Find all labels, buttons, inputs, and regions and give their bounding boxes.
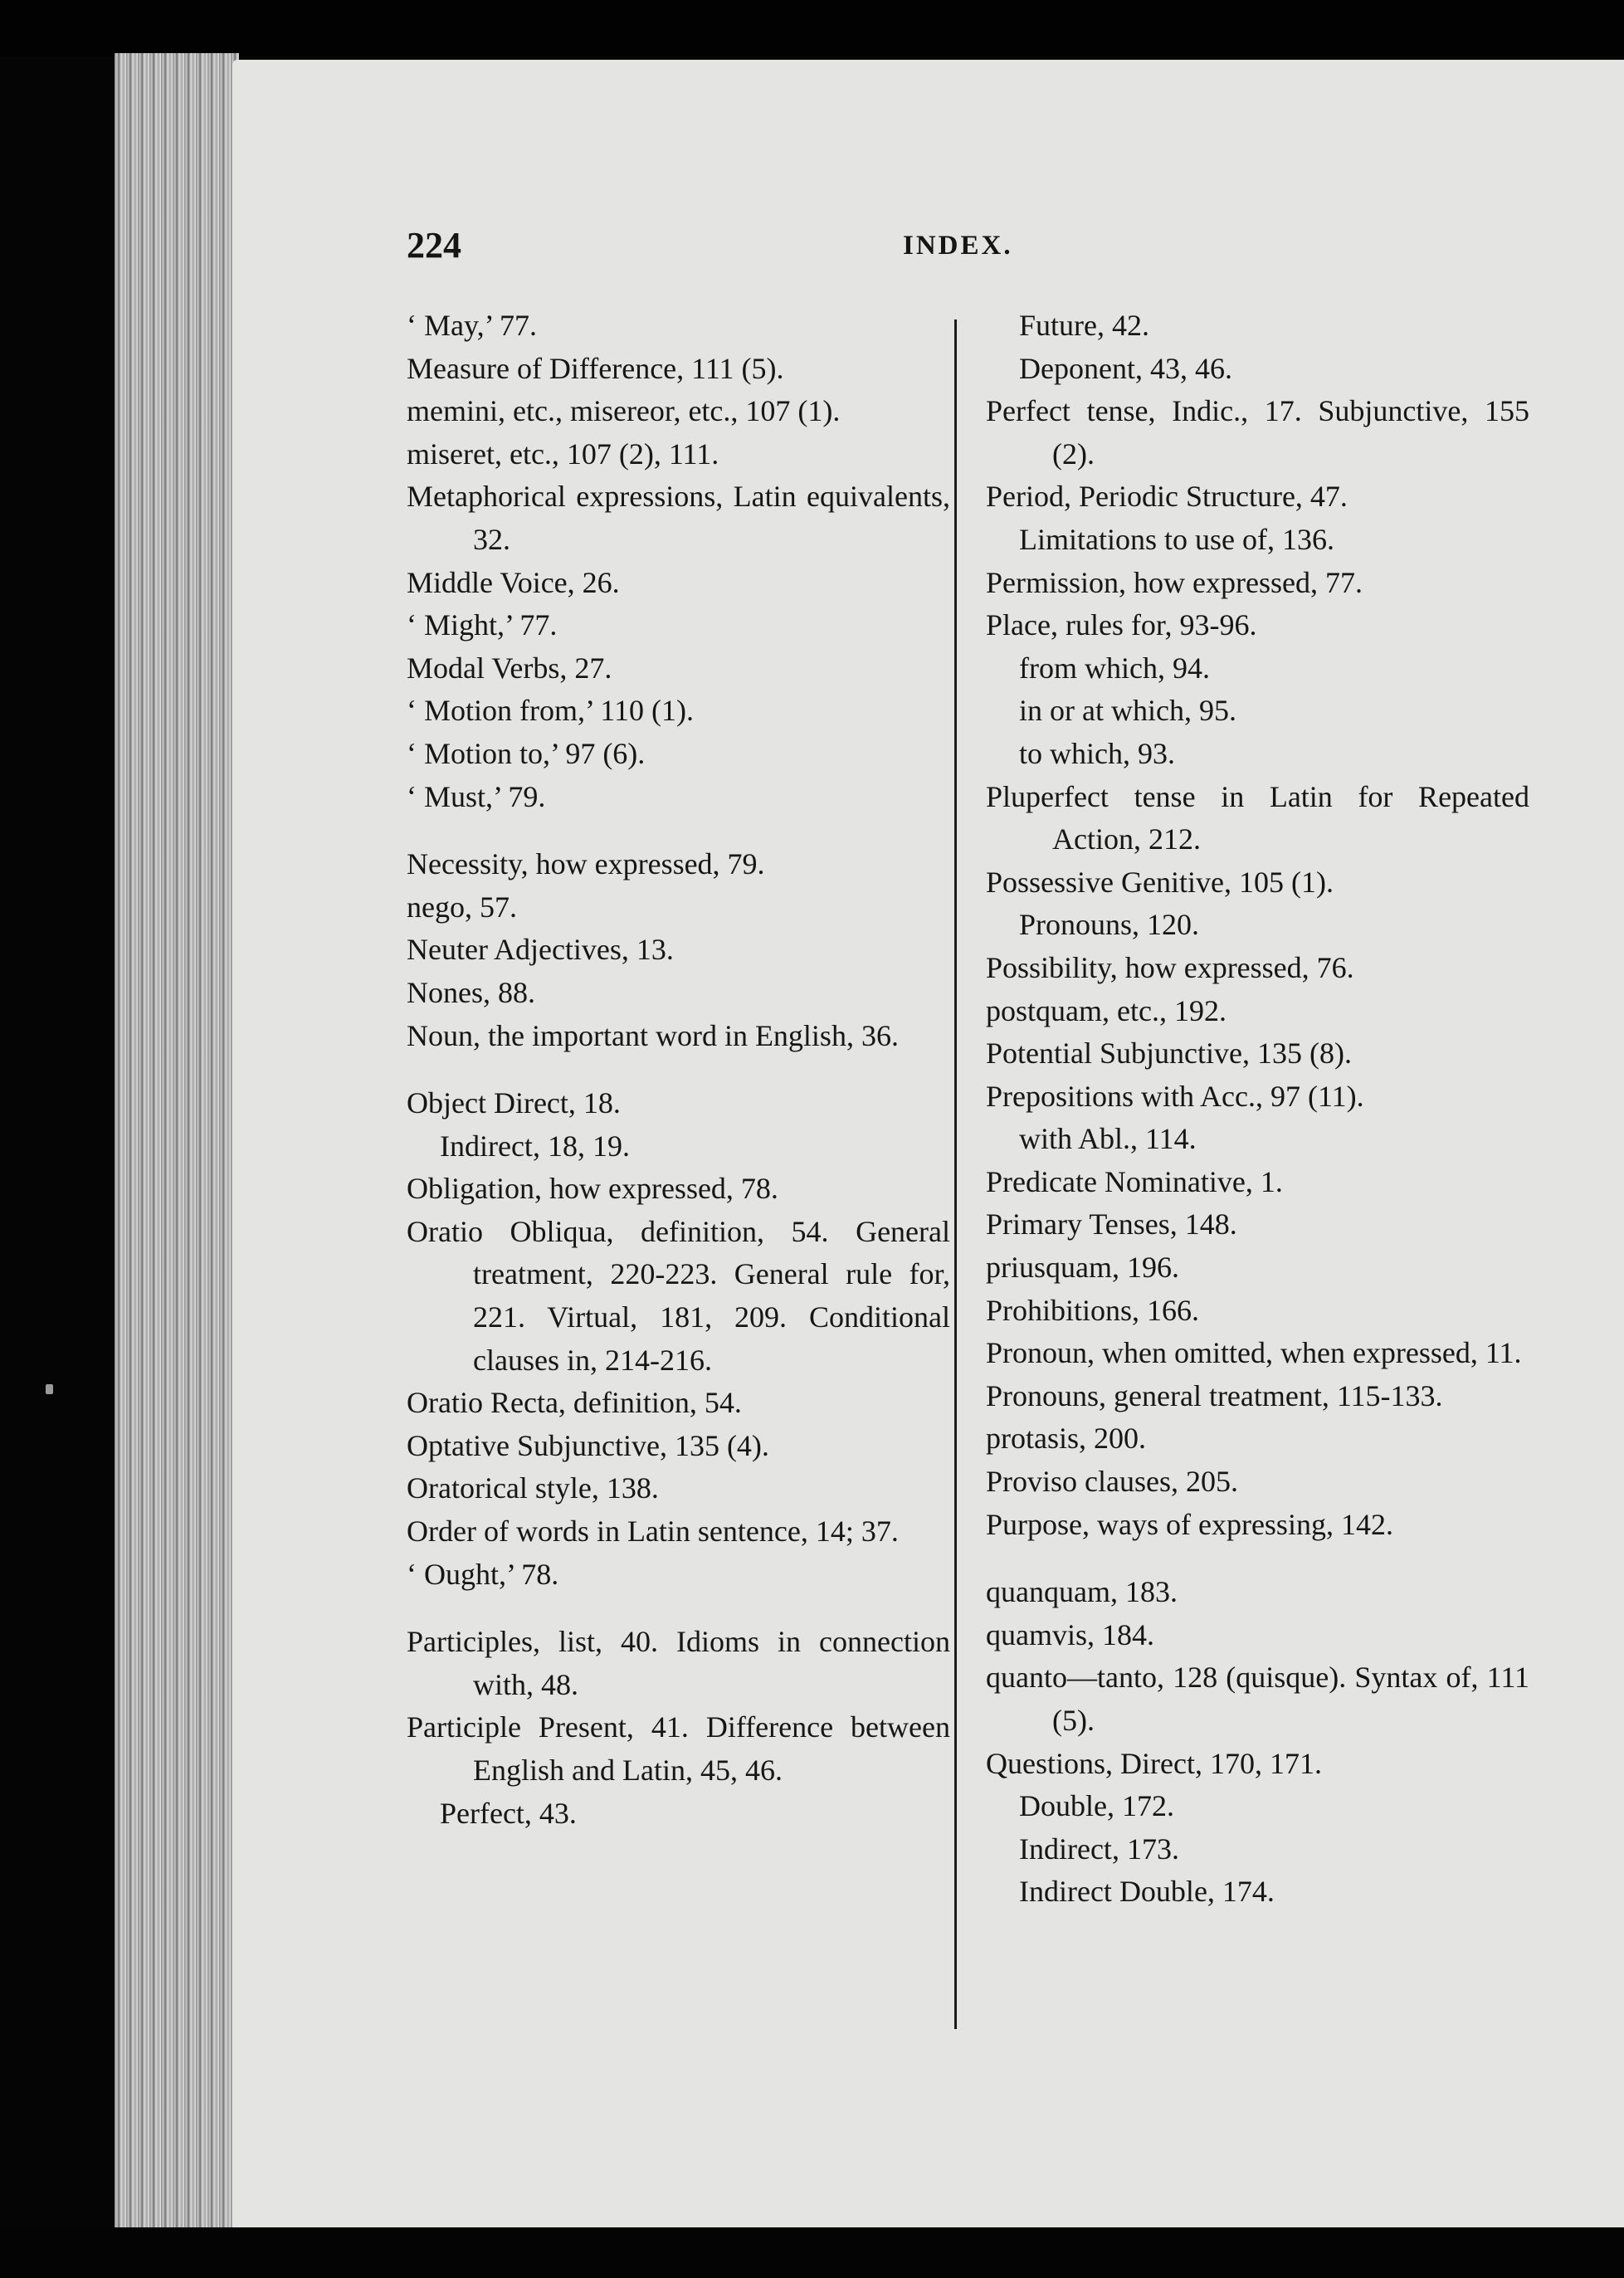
index-entry: Participles, list, 40. Idioms in connection with, 48. xyxy=(407,1625,950,1701)
index-entry: ‘ Ought,’ 78. xyxy=(407,1557,559,1591)
index-entry: ‘ Motion to,’ 97 (6). xyxy=(407,736,646,770)
index-entry: quamvis, 184. xyxy=(986,1617,1154,1651)
index-entry: Metaphorical expressions, Latin equivalents, 32. xyxy=(407,480,950,556)
index-subentry: Future, 42. xyxy=(1019,309,1149,342)
index-entry: protasis, 200. xyxy=(986,1422,1146,1456)
index-entry: memini, etc., misereor, etc., 107 (1). xyxy=(407,394,841,428)
index-entry: Measure of Difference, 111 (5). xyxy=(407,351,784,385)
index-subentry: in or at which, 95. xyxy=(1019,694,1236,728)
index-subentry: Indirect, 18, 19. xyxy=(440,1129,630,1163)
index-entry: ‘ May,’ 77. xyxy=(407,309,537,342)
index-entry: Necessity, how expressed, 79. xyxy=(407,847,765,881)
index-entry: Pronouns, general treatment, 115-133. xyxy=(986,1378,1443,1412)
index-subentry: to which, 93. xyxy=(1019,736,1175,770)
index-entry: Possibility, how expressed, 76. xyxy=(986,950,1354,984)
index-entry: Participle Present, 41. Difference between English and Latin, 45, 46. xyxy=(407,1710,950,1787)
index-entry: ‘ Must,’ 79. xyxy=(407,779,546,813)
index-section-gap xyxy=(407,1596,950,1621)
column-divider xyxy=(954,320,957,2029)
index-column-left xyxy=(407,305,950,1835)
index-entry: Modal Verbs, 27. xyxy=(407,651,612,685)
index-entry: Obligation, how expressed, 78. xyxy=(407,1172,778,1206)
scan-bottom-border xyxy=(0,2227,1624,2278)
index-entry: quanquam, 183. xyxy=(986,1575,1178,1609)
index-entry: Order of words in Latin sentence, 14; 37. xyxy=(407,1515,899,1549)
book-page-edges xyxy=(115,53,239,2227)
index-entry: Questions, Direct, 170, 171. xyxy=(986,1746,1322,1780)
index-entry: Oratio Recta, definition, 54. xyxy=(407,1386,742,1420)
scan-top-border xyxy=(0,0,1624,56)
index-entry: Perfect tense, Indic., 17. Subjunctive, 155 (2). xyxy=(986,394,1529,471)
index-column-right xyxy=(986,305,1529,1914)
index-entry: Purpose, ways of expressing, 142. xyxy=(986,1507,1393,1541)
index-entry: Period, Periodic Structure, 47. xyxy=(986,480,1348,514)
index-entry: priusquam, 196. xyxy=(986,1251,1179,1285)
running-head: INDEX. xyxy=(903,231,1013,261)
index-subentry: Deponent, 43, 46. xyxy=(1019,351,1232,385)
index-entry: Predicate Nominative, 1. xyxy=(986,1164,1283,1198)
index-section-gap xyxy=(407,1057,950,1082)
index-entry: miseret, etc., 107 (2), 111. xyxy=(407,437,719,471)
index-entry: Possessive Genitive, 105 (1). xyxy=(986,865,1334,899)
index-subentry: Double, 172. xyxy=(1019,1789,1174,1823)
index-entry: Permission, how expressed, 77. xyxy=(986,565,1363,599)
scan-speck xyxy=(46,1384,53,1394)
index-entry: Noun, the important word in English, 36. xyxy=(407,1018,899,1052)
index-entry: nego, 57. xyxy=(407,890,517,924)
index-entry: Primary Tenses, 148. xyxy=(986,1207,1237,1241)
index-entry: quanto—tanto, 128 (quisque). Syntax of, 111 (5). xyxy=(986,1661,1529,1737)
index-section-gap xyxy=(407,818,950,843)
index-subentry: Limitations to use of, 136. xyxy=(1019,522,1334,556)
index-entry: Oratorical style, 138. xyxy=(407,1471,659,1505)
page-number: 224 xyxy=(407,225,461,266)
index-entry: Prohibitions, 166. xyxy=(986,1293,1200,1327)
index-subentry: from which, 94. xyxy=(1019,651,1210,685)
index-entry: Prepositions with Acc., 97 (11). xyxy=(986,1079,1364,1113)
index-entry: Proviso clauses, 205. xyxy=(986,1465,1238,1499)
index-subentry: Indirect Double, 174. xyxy=(1019,1875,1275,1909)
index-entry: postquam, etc., 192. xyxy=(986,993,1227,1027)
index-entry: Oratio Obliqua, definition, 54. General treatment, 220-223. General rule for, 221. Virtual, 181, 209. Conditional clauses in, 214-216. xyxy=(407,1214,950,1377)
index-subentry: with Abl., 114. xyxy=(1019,1122,1197,1156)
index-entry: Optative Subjunctive, 135 (4). xyxy=(407,1428,769,1462)
index-subentry: Indirect, 173. xyxy=(1019,1832,1179,1866)
index-entry: Neuter Adjectives, 13. xyxy=(407,933,674,967)
index-entry: Nones, 88. xyxy=(407,975,535,1009)
index-entry: ‘ Motion from,’ 110 (1). xyxy=(407,694,694,728)
index-entry: Pluperfect tense in Latin for Repeated Action, 212. xyxy=(986,779,1529,856)
index-entry: Object Direct, 18. xyxy=(407,1086,621,1120)
index-entry: Place, rules for, 93-96. xyxy=(986,608,1257,642)
index-entry: Potential Subjunctive, 135 (8). xyxy=(986,1037,1352,1071)
index-section-gap xyxy=(986,1546,1529,1571)
index-entry: ‘ Might,’ 77. xyxy=(407,608,558,642)
index-entry: Middle Voice, 26. xyxy=(407,565,620,599)
index-entry: Pronoun, when omitted, when expressed, 11. xyxy=(986,1336,1522,1370)
index-subentry: Pronouns, 120. xyxy=(1019,908,1200,942)
index-subentry: Perfect, 43. xyxy=(440,1796,577,1830)
